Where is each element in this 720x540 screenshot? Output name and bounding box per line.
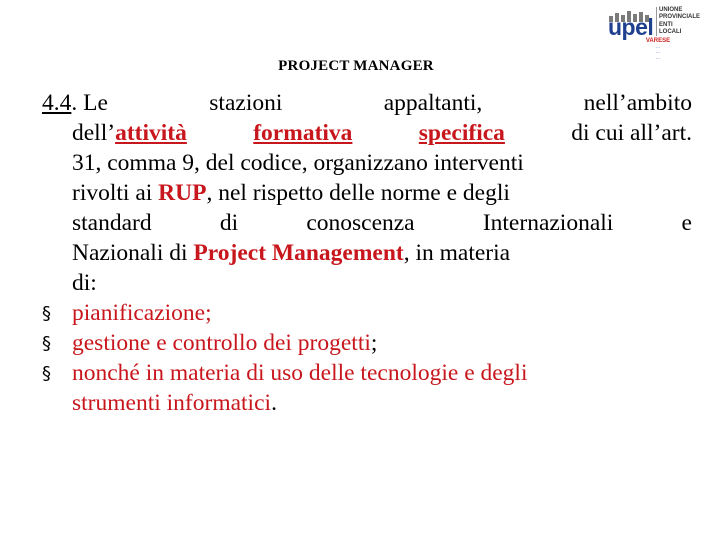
text-run: dell’ (72, 120, 116, 146)
text-word: standard (72, 210, 152, 236)
logo-org-line: LOCALI (659, 28, 682, 35)
section-bullet-icon: § (42, 363, 51, 384)
list-item (42, 328, 692, 358)
text-run: Nazionali di (72, 240, 194, 266)
logo-sub-line: … (655, 43, 661, 50)
list-item (42, 298, 692, 328)
logo-org-line: ENTI (659, 21, 673, 28)
highlight-rup: RUP (158, 180, 207, 206)
text-run: . Le (71, 90, 108, 116)
main-content (42, 88, 692, 418)
list-item-line (72, 388, 692, 418)
paragraph-line (42, 118, 692, 148)
text-word: stazioni (209, 90, 283, 116)
text-word: e (681, 210, 692, 236)
logo-province: VARESE (645, 38, 671, 44)
text-run: , nel rispetto delle norme e degli (206, 180, 510, 206)
page-title: PROJECT MANAGER (278, 58, 434, 74)
highlight-formativa: formativa (253, 120, 353, 146)
paragraph-line (42, 208, 692, 238)
text-run (72, 118, 187, 148)
list-item-text: strumenti informatici (72, 390, 272, 416)
bullet-list (42, 298, 692, 418)
list-item-text: nonché in materia di uso delle tecnologie e degli (72, 360, 528, 386)
highlight-specifica: specifica (418, 120, 505, 146)
text-word: conoscenza (306, 210, 415, 236)
paragraph-line (42, 178, 692, 208)
paragraph-line: di: (72, 270, 97, 296)
paragraph-line: 31, comma 9, del codice, organizzano interventi (72, 150, 524, 176)
list-item-text: gestione e controllo dei progetti (72, 330, 371, 356)
list-item-text: pianificazione; (72, 300, 212, 326)
list-item-punct: . (271, 390, 277, 416)
highlight-attivita: attività (115, 120, 187, 146)
logo-sub-line: … (655, 54, 661, 61)
text-word: nell’ambito (583, 90, 692, 116)
highlight-project-management: Project Management (193, 240, 404, 266)
logo-org-name (656, 7, 720, 36)
upel-logo (596, 2, 720, 64)
logo-org-line: UNIONE (659, 7, 683, 13)
paragraph-4-4 (42, 88, 692, 298)
page-title-container (0, 54, 720, 75)
logo-org-line: PROVINCIALE (659, 14, 701, 21)
section-number: 4.4 (42, 90, 72, 116)
text-word: di (219, 210, 239, 236)
text-run: di cui all’art. (571, 120, 692, 146)
paragraph-line (42, 238, 692, 268)
section-bullet-icon: § (42, 303, 51, 324)
section-bullet-icon: § (42, 333, 51, 354)
list-item-punct: ; (370, 330, 378, 356)
text-run (419, 118, 505, 148)
logo-sub-line: … (655, 49, 661, 56)
text-run: rivolti ai (72, 180, 159, 206)
text-run: , in materia (403, 240, 511, 266)
paragraph-intro (42, 88, 108, 118)
text-word: appaltanti, (383, 90, 483, 116)
logo-brand-text: upel (608, 14, 654, 40)
text-word: Internazionali (482, 210, 614, 236)
list-item (42, 358, 692, 418)
paragraph-line (42, 88, 692, 118)
